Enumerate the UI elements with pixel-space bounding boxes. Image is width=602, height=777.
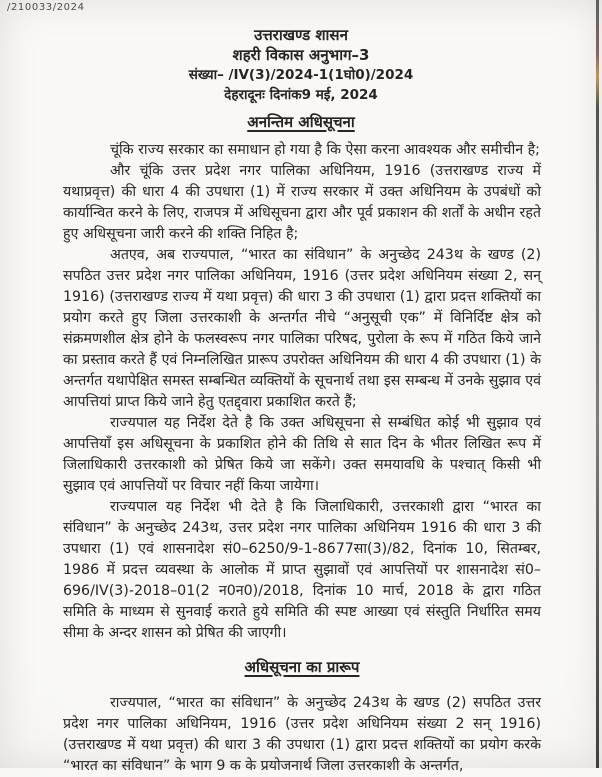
draft-notification-heading: अधिसूचना का प्रारूप <box>244 658 360 676</box>
paragraph-hearing-committee: राज्यपाल यह निर्देश भी देते है कि जिलाधिकारी, उत्तरकाशी द्वारा “भारत का संविधान” के अनुच्छेद 243थ, उत्तर प्रदेश नगर पालिका अधिनियम 1916 की धारा 3 की उपधारा (1) एवं शासनादेश सं0–6250/9-1-8677सा(3)/82, दिनांक 10, सितम्बर, 1986 में प्रदत्त व्यवस्था के आलोक में प्राप्त सुझावों एवं आपत्तियों पर शासनादेश सं0–696/IV(3)-2018–01(2 न0न0)/2018, दिनांक 10 मार्च, 2018 के द्वारा गठित समिति के माध्यम से सुनवाई कराते हुये समिति की स्पष्ट आख्या एवं संस्तुति निर्धारित समय सीमा के अन्दर शासन को प्रेषित की जाएगी। <box>63 499 541 641</box>
letter-number: संख्या– /IV(3)/2024-1(1घो0)/2024 <box>188 67 414 83</box>
department-section-name: शहरी विकास अनुभाग–3 <box>232 46 370 64</box>
paragraph-objection-window: राज्यपाल यह निर्देश देते है कि उक्त अधिसूचना से सम्बंधित कोई भी सुझाव एवं आपत्तियाँ इस अधिसूचना के प्रकाशित होने की तिथि से सात दिन के भीतर लिखित रूप में जिलाधिकारी उत्तरकाशी को प्रेषित किये जा सकेंगे। उक्त समयावधि के पश्चात् किसी भी सुझाव एवं आपत्तियों पर विचार नहीं किया जायेगा। <box>63 415 541 494</box>
scan-reference-number: /210033/2024 <box>7 2 85 13</box>
paragraph-whereas-2: और चूंकि उत्तर प्रदेश नगर पालिका अधिनियम, 1916 (उत्तराखण्ड राज्य में यथाप्रवृत्त) की धारा 4 की उपधारा (1) में राज्य सरकार में उक्त अधिनियम के उपबंधों को कार्यान्वित करने के लिए, राजपत्र में अधिसूचना द्वारा और पूर्व प्रकाशन की शर्तों के अधीन रहते हुए अधिसूचना जारी करने की शक्ति निहित है; <box>63 163 541 242</box>
place-and-date: देहरादूनः दिनांक9 मई, 2024 <box>224 87 378 103</box>
paragraph-draft-notification: राज्यपाल, “भारत का संविधान” के अनुच्छेद 243थ के खण्ड (2) सपठित उत्तर प्रदेश नगर पालिका अधिनियम, 1916 (उत्तर प्रदेश अधिनियम संख्या 2 सन् 1916) (उत्तराखण्ड में यथा प्रवृत्त) की धारा 3 की उपधारा (1) द्वारा प्रदत्त शक्तियों का प्रयोग करके “भारत का संविधान” के भाग 9 क के प्रयोजनार्थ जिला उत्तरकाशी के अन्तर्गत, <box>63 695 541 774</box>
scan-edge-artifact <box>596 0 599 768</box>
paragraph-proposal: अतएव, अब राज्यपाल, “भारत का संविधान” के अनुच्छेद 243थ के खण्ड (2) सपठित उत्तर प्रदेश नगर पालिका अधिनियम, 1916 (उत्तर प्रदेश अधिनियम संख्या 2, सन् 1916) (उत्तराखण्ड राज्य में यथा प्रवृत्त) की धारा 3 की उपधारा (1) द्वारा प्रदत्त शक्तियों का प्रयोग करते हुए जिला उत्तरकाशी के अन्तर्गत नीचे “अनुसूची एक” में विनिर्दिष्ट क्षेत्र को संक्रमणशील क्षेत्र होने के फलस्वरूप नगर पालिका परिषद, पुरोला के रूप में गठित किये जाने का प्रस्ताव करते हैं एवं निम्नलिखित प्रारूप उपरोक्त अधिनियम की धारा 4 की उपधारा (1) के अन्तर्गत यथापेक्षित समस्त सम्बन्धित व्यक्तियों के सूचनार्थ तथा इस सम्बन्ध में उनके सुझाव एवं आपत्तियां प्राप्त किये जाने हेतु एतद्द्वारा प्रकाशित करते हैं; <box>63 247 541 410</box>
government-letter-header <box>0 0 602 132</box>
government-name: उत्तराखण्ड शासन <box>254 26 348 44</box>
provisional-notification-title: अनन्तिम अधिसूचना <box>247 113 355 131</box>
paragraph-whereas-1: चूंकि राज्य सरकार का समाधान हो गया है कि ऐसा करना आवश्यक और समीचीन है; <box>110 142 540 158</box>
draft-heading-row <box>63 657 541 679</box>
notification-body <box>63 140 541 777</box>
